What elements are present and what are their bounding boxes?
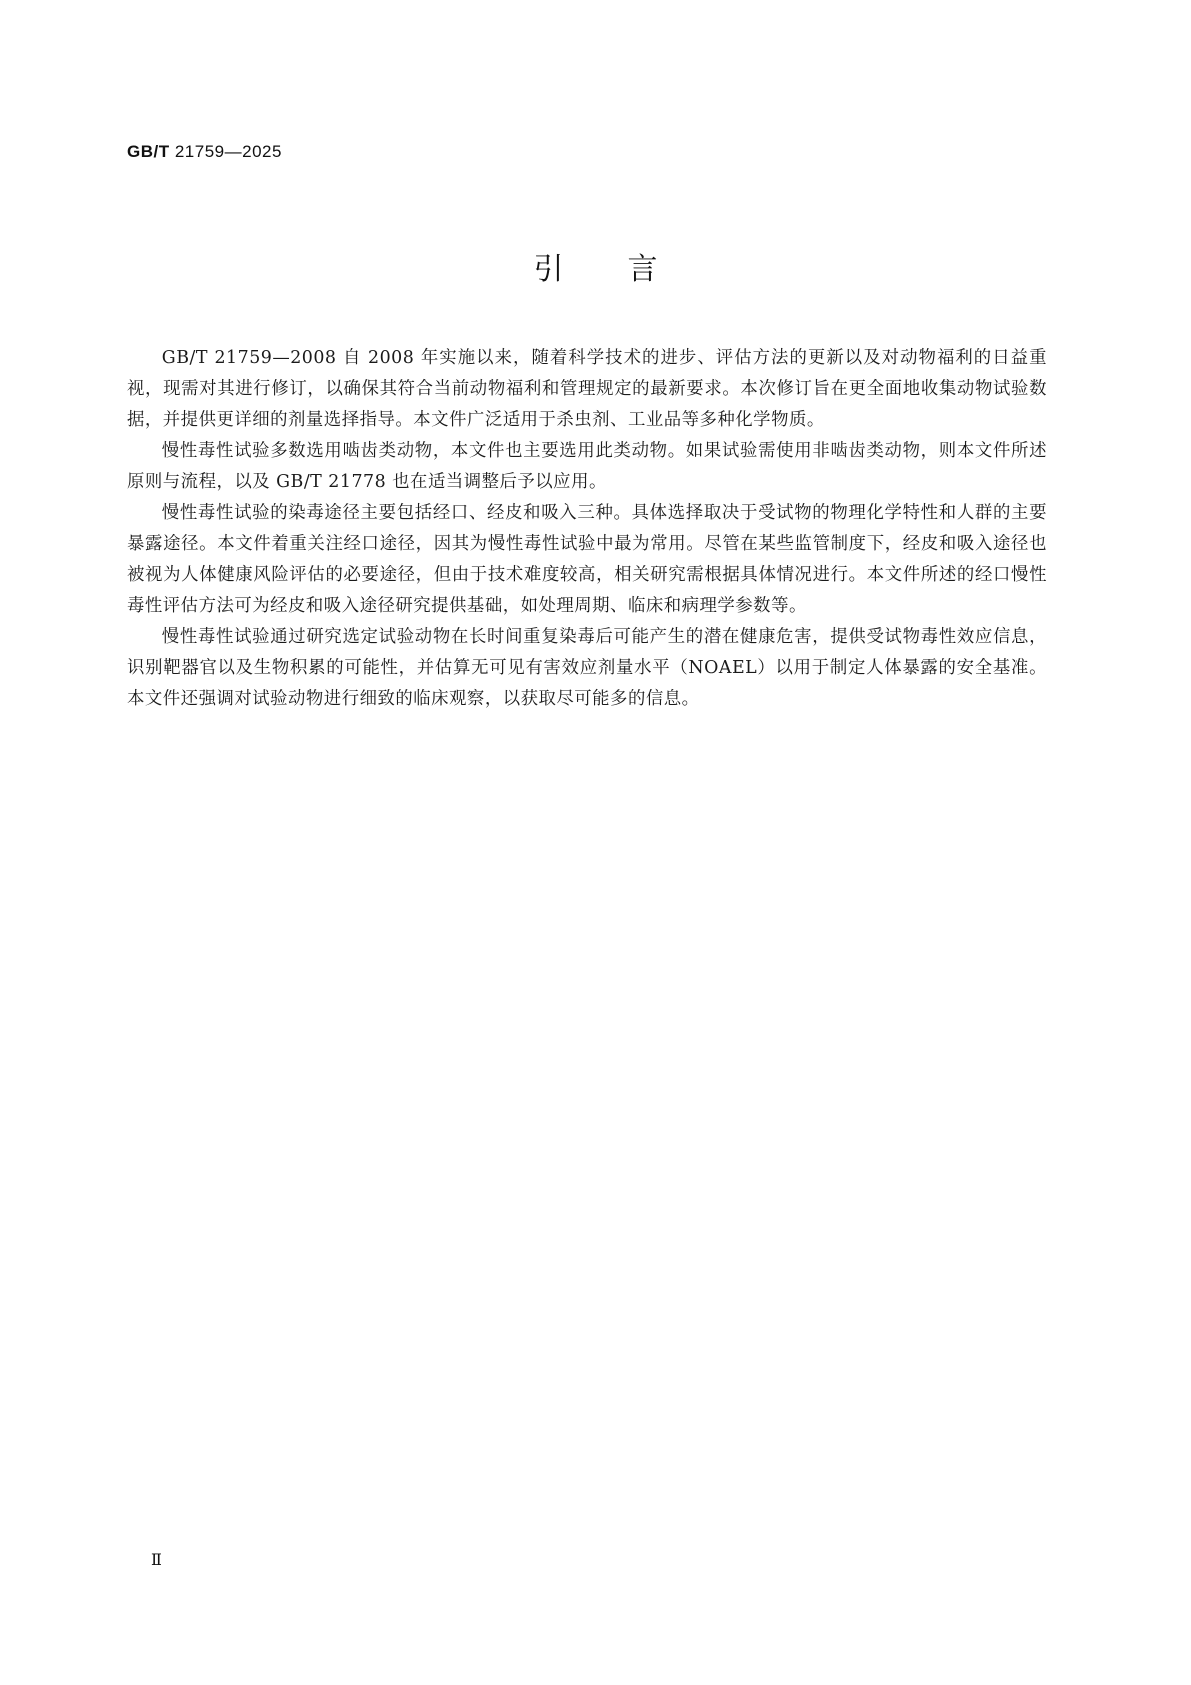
page-title: 引言 xyxy=(533,252,722,287)
standard-number: 21759—2025 xyxy=(174,142,282,161)
paragraph-4: 慢性毒性试验通过研究选定试验动物在长时间重复染毒后可能产生的潜在健康危害，提供受试物毒性效应信息，识别靶器官以及生物积累的可能性，并估算无可见有害效应剂量水平（NOAEL）以用于制定人体暴露的安全基准。本文件还强调对试验动物进行细致的临床观察，以获取尽可能多的信息。 xyxy=(127,627,1047,709)
introduction-body xyxy=(127,343,1047,715)
paragraph-2: 慢性毒性试验多数选用啮齿类动物，本文件也主要选用此类动物。如果试验需使用非啮齿类动物，则本文件所述原则与流程，以及 GB/T 21778 也在适当调整后予以应用。 xyxy=(127,441,1047,492)
standard-prefix: GB/T xyxy=(127,142,170,161)
page-number: Ⅱ xyxy=(151,1550,162,1569)
paragraph-1: GB/T 21759—2008 自 2008 年实施以来，随着科学技术的进步、评估方法的更新以及对动物福利的日益重视，现需对其进行修订，以确保其符合当前动物福利和管理规定的最新要求。本次修订旨在更全面地收集动物试验数据，并提供更详细的剂量选择指导。本文件广泛适用于杀虫剂、工业品等多种化学物质。 xyxy=(127,348,1047,430)
paragraph-3: 慢性毒性试验的染毒途径主要包括经口、经皮和吸入三种。具体选择取决于受试物的物理化学特性和人群的主要暴露途径。本文件着重关注经口途径，因其为慢性毒性试验中最为常用。尽管在某些监管制度下，经皮和吸入途径也被视为人体健康风险评估的必要途径，但由于技术难度较高，相关研究需根据具体情况进行。本文件所述的经口慢性毒性评估方法可为经皮和吸入途径研究提供基础，如处理周期、临床和病理学参数等。 xyxy=(127,503,1047,616)
standard-code xyxy=(127,142,282,162)
